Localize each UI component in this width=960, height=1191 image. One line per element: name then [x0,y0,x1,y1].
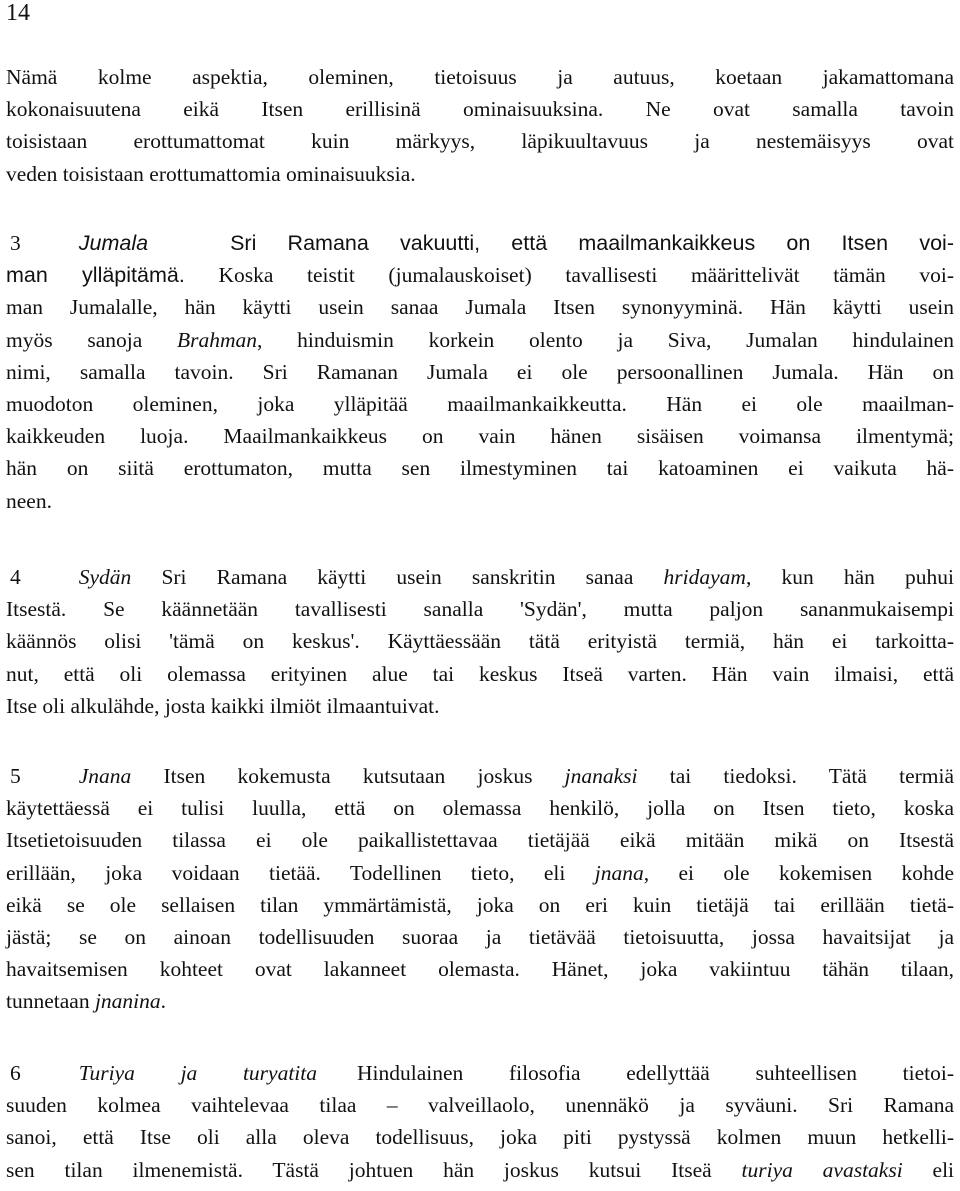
text-line: muodoton oleminen, joka ylläpitää maailmankaikkeutta. Hän ei ole maailman- [6,391,954,416]
text-line: eikä se ole sellaisen tilan ymmärtämistä, joka on eri kuin tietäjä tai erillään tietä- [6,892,954,917]
text-line: nimi, samalla tavoin. Sri Ramanan Jumala ei ole persoonallinen Jumala. Hän on [6,359,954,384]
note-text: Hindulainen filosofia edellyttää suhteellisen tietoi- [357,1061,954,1085]
note-3 [6,227,954,517]
text-line: hän on siitä erottumaton, mutta sen ilmestyminen tai katoaminen ei vaikuta hä- [6,456,954,481]
note-text: tai tiedoksi. Tätä termiä [669,764,955,788]
page-number: 14 [6,0,30,26]
note-5-line-8 [6,985,954,1017]
note-number: 6 [10,1061,21,1085]
text-line: Itsetietoisuuden tilassa ei ole paikallistettavaa tietäjää eikä mitään mikä on Itsestä [6,828,954,853]
note-text: Sri Ramana vakuutti, että maailmankaikkeus on Itsen voi- [230,231,954,255]
text-line: havaitsemisen kohteet ovat lakanneet olemasta. Hänet, joka vakiintuu tähän tilaan, [6,957,954,982]
note-term: Jumala [78,231,149,255]
note-text: eli [932,1157,955,1182]
note-text: Sri Ramana käytti usein sanskritin sanaa [161,565,634,589]
note-5-line-4 [6,857,954,889]
note-text: , hinduismin korkein olento ja Siva, Jumalan hindulainen [257,327,954,352]
text-line: veden toisistaan erottumattomia ominaisuuksia. [6,161,416,186]
note-4-line-1 [6,561,954,593]
note-term: Jnana [78,764,132,788]
text-line: käytettäessä ei tulisi luulla, että on olemassa henkilö, jolla on Itsen tieto, koska [6,796,954,821]
note-text: man ylläpitämä. [6,263,185,288]
note-6-line-4 [6,1154,954,1186]
note-3-line-4 [6,324,954,356]
note-text: Itsen kokemusta kutsutaan joskus [163,764,533,788]
emphasis: jnanina [94,989,161,1014]
text-line: Nämä kolme aspektia, oleminen, tietoisuus ja autuus, koetaan jakamattomana [6,65,954,89]
note-text: , ei ole kokemisen kohde [643,860,955,885]
note-text: myös sanoja [6,327,143,352]
note-text: tunnetaan [6,989,90,1014]
note-number: 3 [10,231,21,255]
emphasis: hridayam [663,565,746,589]
note-text: . [160,989,167,1014]
note-term: Sydän [78,565,132,589]
note-term: Turiya ja turyatita [78,1061,317,1085]
text-line: suuden kolmea vaihtelevaa tilaa – valveillaolo, unennäkö ja syväuni. Sri Ramana [6,1093,954,1118]
note-5-line-1 [6,760,954,792]
text-line: käännös olisi 'tämä on keskus'. Käyttäessään tätä erityistä termiä, hän ei tarkoitta- [6,629,954,654]
text-line: jästä; se on ainoan todellisuuden suoraa ja tietävää tietoisuutta, jossa havaitsijat ja [6,924,954,949]
text-line: neen. [6,488,52,513]
note-4 [6,561,954,722]
text-line: Itse oli alkulähde, josta kaikki ilmiöt ilmaantuivat. [6,693,440,718]
note-3-line-2 [6,259,954,291]
note-text: sen tilan ilmenemistä. Tästä johtuen hän joskus kutsui Itseä [6,1157,712,1182]
text-line: Itsestä. Se käännetään tavallisesti sanalla 'Sydän', mutta paljon sananmukaisempi [6,597,954,622]
intro-paragraph [6,61,954,190]
note-text: erillään, joka voidaan tietää. Todellinen tieto, eli [6,860,566,885]
note-text: , kun hän puhui [745,565,954,589]
note-6-line-1 [6,1057,954,1089]
emphasis: turiya avastaksi [741,1157,903,1182]
emphasis: jnana [594,860,644,885]
text-line: kokonaisuutena eikä Itsen erillisinä ominaisuuksina. Ne ovat samalla tavoin [6,97,954,122]
text-line: kaikkeuden luoja. Maailmankaikkeus on vain hänen sisäisen voimansa ilmentymä; [6,424,954,449]
note-number: 5 [10,764,21,788]
text-line: man Jumalalle, hän käytti usein sanaa Jumala Itsen synonyyminä. Hän käytti usein [6,295,954,320]
note-5 [6,760,954,1018]
note-text: Koska teistit (jumalauskoiset) tavallisesti määrittelivät tämän voi- [218,263,955,288]
text-line: nut, että oli olemassa erityinen alue tai keskus Itseä varten. Hän vain ilmaisi, että [6,661,954,686]
note-3-line-1 [6,227,954,259]
text-line: sanoi, että Itse oli alla oleva todellisuus, joka piti pystyssä kolmen muun hetkelli- [6,1125,954,1150]
note-number: 4 [10,565,21,589]
text-line: toisistaan erottumattomat kuin märkyys, läpikuultavuus ja nestemäisyys ovat [6,129,954,154]
emphasis: Brahman [177,327,258,352]
note-6 [6,1057,954,1186]
emphasis: jnanaksi [564,764,638,788]
